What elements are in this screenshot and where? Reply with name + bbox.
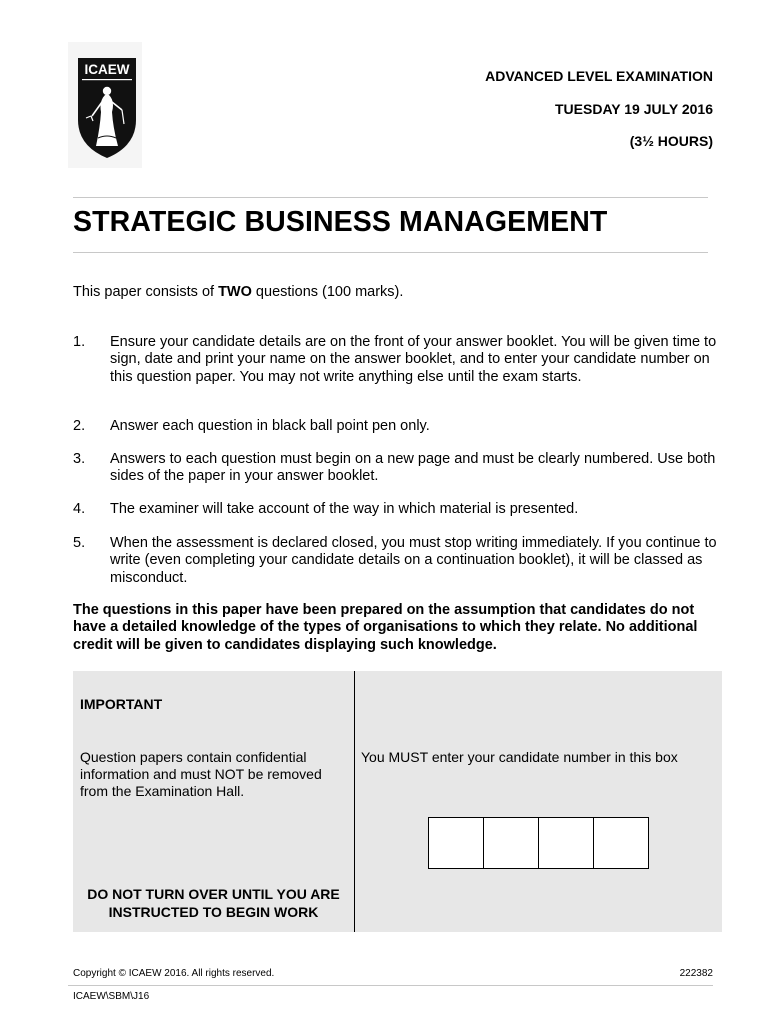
paper-code: 222382 <box>679 968 713 979</box>
exam-duration: (3½ HOURS) <box>629 133 713 149</box>
paper-intro <box>73 284 403 300</box>
instruction-text: Ensure your candidate details are on the front of your answer booklet. You will be given time to sign, date and print your name on the answer booklet, and to enter your candidate number on this question paper. You may not write anything else until the exam starts. <box>110 334 717 385</box>
title-bottom-rule <box>73 252 708 253</box>
instruction-text: When the assessment is declared closed, you must stop writing immediately. If you continue to write (even completing your candidate details on a continuation booklet), it will be classed as misconduct. <box>110 535 717 586</box>
candidate-digit-box[interactable] <box>538 817 594 869</box>
intro-suffix: questions (100 marks). <box>251 284 404 300</box>
instruction-number: 3. <box>73 451 86 467</box>
assumption-note: The questions in this paper have been prepared on the assumption that candidates do not have a detailed knowledge of the types of organisations to which they relate. No additional credit will be given to candidates displaying such knowledge. <box>73 602 698 653</box>
icaew-logo <box>68 42 142 168</box>
candidate-digit-box[interactable] <box>428 817 484 869</box>
exam-level: ADVANCED LEVEL EXAMINATION <box>485 68 713 84</box>
icaew-crest-icon <box>78 58 136 160</box>
confidential-notice: Question papers contain confidential information and must NOT be removed from the Examination Hall. <box>80 749 322 799</box>
instruction-number: 5. <box>73 535 86 551</box>
panel-divider <box>354 671 355 932</box>
do-not-turn-over-warning: DO NOT TURN OVER UNTIL YOU ARE INSTRUCTED TO BEGIN WORK <box>87 886 340 920</box>
title-top-rule <box>73 197 708 198</box>
instruction-text: Answers to each question must begin on a new page and must be clearly numbered. Use both sides of the paper in your answer booklet. <box>110 451 716 485</box>
footer-rule <box>68 985 713 986</box>
important-panel <box>73 671 722 932</box>
copyright-notice: Copyright © ICAEW 2016. All rights reserved. <box>73 968 275 979</box>
paper-title: STRATEGIC BUSINESS MANAGEMENT <box>73 206 608 238</box>
instruction-number: 2. <box>73 418 86 434</box>
paper-reference: ICAEW\SBM\J16 <box>73 991 150 1002</box>
candidate-digit-box[interactable] <box>593 817 649 869</box>
candidate-number-label: You MUST enter your candidate number in this box <box>361 749 678 765</box>
intro-prefix: This paper consists of <box>73 284 219 300</box>
logo-text: ICAEW <box>84 62 130 77</box>
exam-date: TUESDAY 19 JULY 2016 <box>555 101 713 117</box>
candidate-digit-box[interactable] <box>483 817 539 869</box>
important-heading: IMPORTANT <box>80 696 163 712</box>
instruction-text: The examiner will take account of the way in which material is presented. <box>110 501 579 517</box>
candidate-number-boxes <box>428 817 649 869</box>
instruction-text: Answer each question in black ball point pen only. <box>110 418 430 434</box>
instruction-number: 4. <box>73 501 86 517</box>
instruction-number: 1. <box>73 334 86 350</box>
intro-question-count: TWO <box>218 284 252 300</box>
